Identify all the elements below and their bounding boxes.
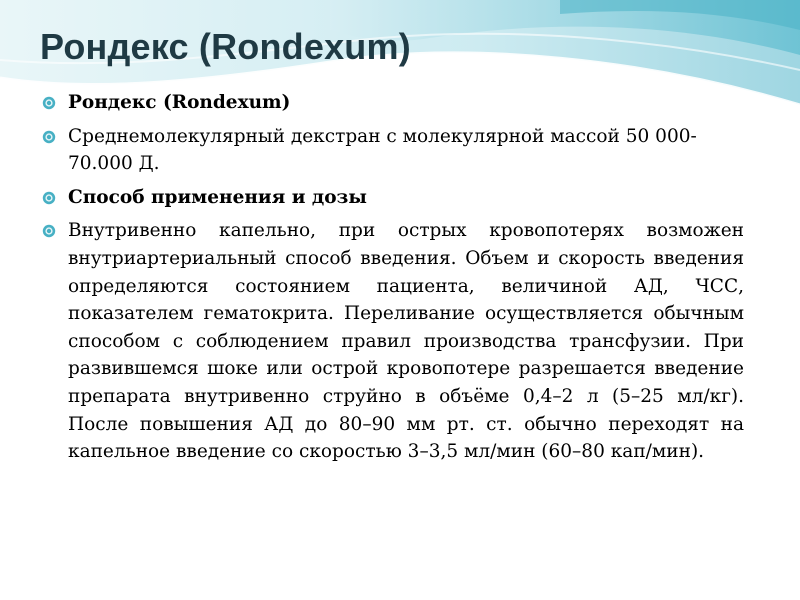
list-item bbox=[40, 217, 744, 465]
list-item bbox=[40, 123, 744, 178]
list-item bbox=[40, 89, 744, 117]
bullet-list bbox=[40, 89, 744, 472]
teal-sun-bullet-icon bbox=[42, 130, 56, 144]
list-item-text: Способ применения и дозы bbox=[68, 186, 367, 208]
slide-title: Рондекс (Rondexum) bbox=[40, 26, 411, 67]
list-item-text: Внутривенно капельно, при острых кровопотерях возможен внутриартериальный способ введения. Объем и скорость введения определяются состоянием пациента, величиной АД, ЧСС, показателем гематокрита. Переливание осуществляется обычным способом с соблюдением правил производства трансфузии. При развившемся шоке или острой кровопотере разрешается введение препарата внутривенно струйно в объёме 0,4–2 л (5–25 мл/кг). После повышения АД до 80–90 мм рт. ст. обычно переходят на капельное введение со скоростью 3–3,5 мл/мин (60–80 кап/мин). bbox=[68, 220, 744, 463]
list-item-text: Среднемолекулярный декстран с молекулярной массой 50 000-70.000 Д. bbox=[68, 125, 697, 175]
teal-sun-bullet-icon bbox=[42, 224, 56, 238]
list-item bbox=[40, 184, 744, 212]
list-item-text: Рондекс (Rondexum) bbox=[68, 92, 291, 113]
teal-sun-bullet-icon bbox=[42, 96, 56, 110]
teal-sun-bullet-icon bbox=[42, 191, 56, 205]
